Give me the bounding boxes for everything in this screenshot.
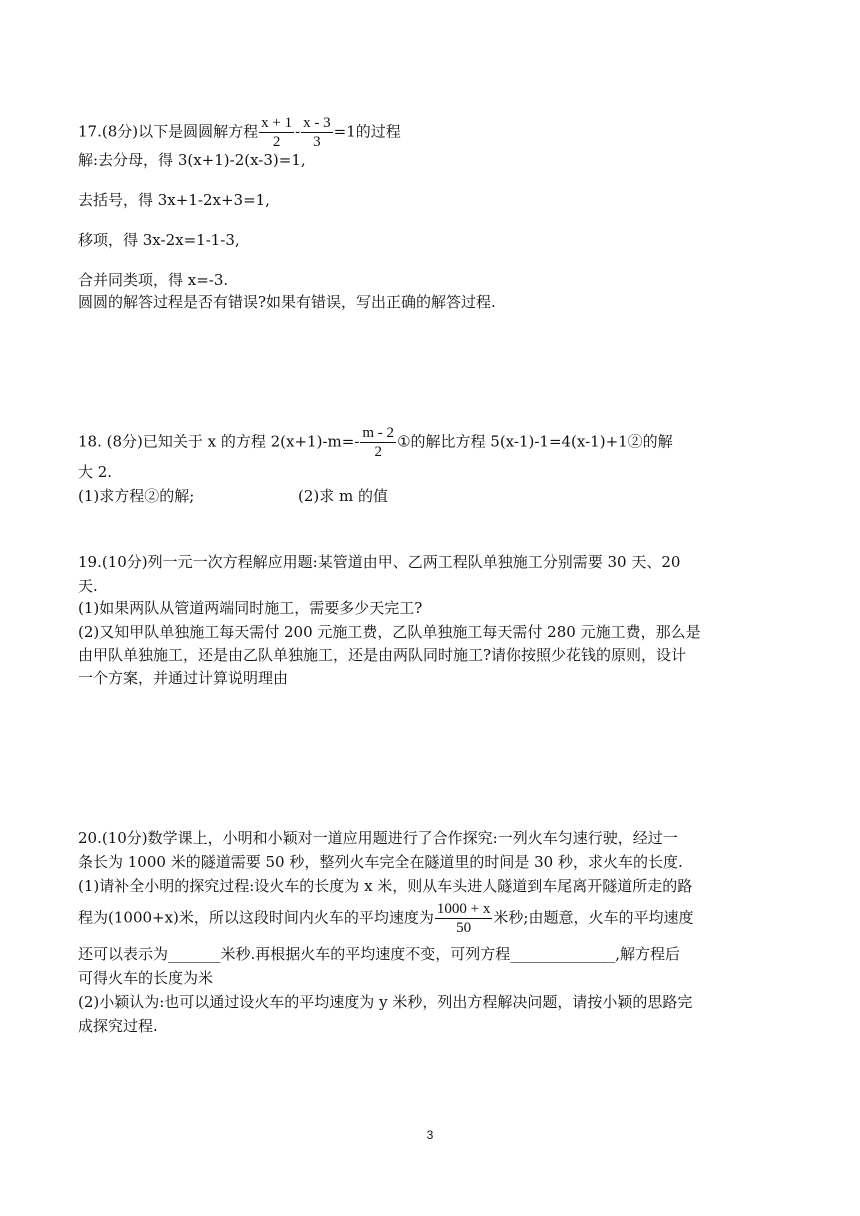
q20-line-4: 程为(1000+x)米，所以这段时间内火车的平均速度为 $\frac{1000 + x}{50}$ 米秒;由题意，火车的平均速度 — [78, 901, 694, 936]
q18-stem: 18. (8分)已知关于 x 的方程 2(x+1)-m=- $\frac{m - 2}{2}$ ①的解比方程 5(x-1)-1=4(x-1)+1②的解 — [78, 425, 673, 460]
q17-step-4: 合并同类项，得 x=-3. — [78, 271, 229, 289]
q18-stem-cont: 大 2. — [78, 463, 113, 481]
q17-step-2: 去括号，得 3x+1-2x+3=1, — [78, 191, 270, 209]
q20-line-8: 成探究过程. — [78, 1017, 158, 1035]
q20-fraction: $\frac{1000 + x}{50}$ — [436, 901, 491, 936]
q17-stem-post: =1的过程 — [333, 122, 401, 141]
q19-line-4: (2)又知甲队单独施工每天需付 200 元施工费，乙队单独施工每天需付 280 元施工费，那么是 — [78, 623, 701, 641]
q19-line-3: (1)如果两队从管道两端同时施工，需要多少天完工? — [78, 599, 423, 617]
page-number: 3 — [426, 1128, 434, 1142]
q20-line-5: 还可以表示为_______米秒.再根据火车的平均速度不变，可列方程______________,解方程后 — [78, 945, 681, 963]
q17-stem-pre: 17.(8分)以下是圆圆解方程 — [78, 122, 259, 141]
q20-line-7: (2)小颖认为:也可以通过设火车的平均速度为 y 米秒，列出方程解决问题，请按小颖的思路完 — [78, 993, 693, 1011]
q17-step-3: 移项，得 3x-2x=1-1-3, — [78, 231, 240, 249]
q17-fraction-2: $\frac{x - 3}{3}$ — [303, 115, 331, 150]
q20-line-2: 条长为 1000 米的隧道需要 50 秒，整列火车完全在隧道里的时间是 30 秒，求火车的长度. — [78, 853, 683, 871]
q17-step-1: 解:去分母，得 3(x+1)-2(x-3)=1, — [78, 151, 306, 169]
q19-line-2: 天. — [78, 577, 98, 595]
q20-line-1: 20.(10分)数学课上，小明和小颖对一道应用题进行了合作探究:一列火车匀速行驶，经过一 — [78, 829, 678, 847]
q20-line-3: (1)请补全小明的探究过程:设火车的长度为 x 米，则从车头进人隧道到车尾离开隧道所走的路 — [78, 877, 693, 895]
q18-sub-2: (2)求 m 的值 — [298, 487, 389, 505]
q20-line-6: 可得火车的长度为米 — [78, 969, 214, 987]
q19-line-1: 19.(10分)列一元一次方程解应用题:某管道由甲、乙两工程队单独施工分别需要 30 天、20 — [78, 553, 681, 571]
q19-line-6: 一个方案，并通过计算说明理由 — [78, 669, 289, 687]
q18-fraction: $\frac{m - 2}{2}$ — [362, 425, 395, 460]
q17-question: 圆圆的解答过程是否有错误?如果有错误，写出正确的解答过程. — [78, 293, 496, 311]
q19-line-5: 由甲队单独施工，还是由乙队单独施工，还是由两队同时施工?请你按照少花钱的原则，设计 — [78, 646, 687, 664]
q17-stem: 17.(8分)以下是圆圆解方程 $\frac{x + 1}{2}$ - $\frac{x - 3}{3}$ =1的过程 — [78, 115, 401, 150]
q17-fraction-1: $\frac{x + 1}{2}$ — [261, 115, 293, 150]
q18-sub-1: (1)求方程②的解; — [78, 487, 195, 505]
